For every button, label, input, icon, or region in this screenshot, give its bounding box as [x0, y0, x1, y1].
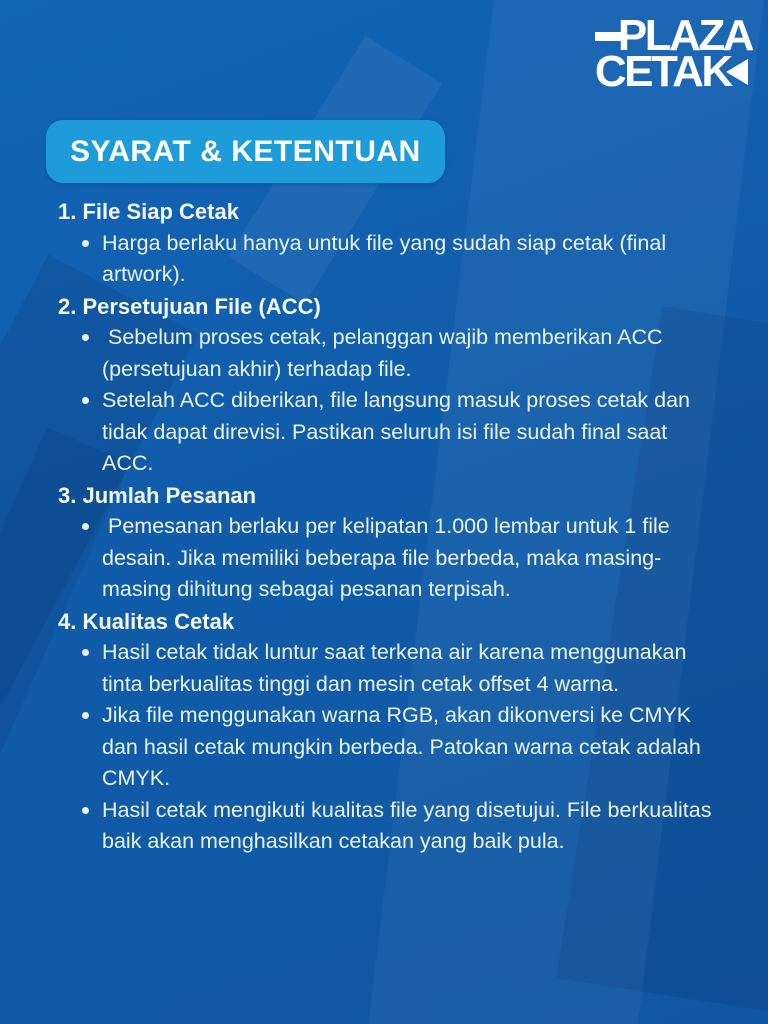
bullet-text: Pemesanan berlaku per kelipatan 1.000 lembar untuk 1 file desain. Jika memiliki beberapa file berbeda, maka masing-masing dihitung sebagai pesanan terpisah.	[102, 514, 676, 601]
section-title: 1. File Siap Cetak	[58, 199, 239, 224]
bullet-item	[58, 322, 716, 385]
logo-text-plaza: PLAZA	[617, 11, 752, 60]
plaza-cetak-logo	[594, 11, 752, 97]
terms-list	[58, 196, 716, 858]
bullet-dot-icon	[82, 334, 89, 341]
bullet-item	[58, 385, 716, 480]
page-title-badge	[46, 120, 445, 183]
bullet-dot-icon	[82, 397, 89, 404]
bullet-item	[58, 511, 716, 606]
bullet-text: Setelah ACC diberikan, file langsung masuk proses cetak dan tidak dapat direvisi. Pastikan seluruh isi file sudah final saat ACC.	[102, 388, 696, 475]
section-title: 4. Kualitas Cetak	[58, 608, 235, 634]
bullet-item	[58, 637, 716, 700]
bullet-text: Hasil cetak tidak luntur saat terkena air karena menggunakan tinta berkualitas tinggi dan mesin cetak offset 4 warna.	[102, 640, 693, 696]
bullet-text: Hasil cetak mengikuti kualitas file yang disetujui. File berkualitas baik akan menghasilkan cetakan yang baik pula.	[102, 797, 718, 853]
bullet-dot-icon	[82, 712, 89, 719]
bullet-item	[58, 228, 716, 291]
section-title: 3. Jumlah Pesanan	[58, 482, 257, 508]
bullet-item	[58, 795, 716, 858]
bullet-dot-icon	[82, 649, 89, 656]
bullet-text: Jika file menggunakan warna RGB, akan dikonversi ke CMYK dan hasil cetak mungkin berbeda. Patokan warna cetak adalah CMYK.	[102, 703, 707, 790]
bullet-text: Harga berlaku hanya untuk file yang sudah siap cetak (final artwork).	[102, 230, 673, 286]
logo-line-cetak	[594, 47, 752, 97]
bullet-text: Sebelum proses cetak, pelanggan wajib memberikan ACC (persetujuan akhir) terhadap file.	[102, 325, 669, 381]
bullet-dot-icon	[82, 523, 89, 530]
page-title: SYARAT & KETENTUAN	[70, 134, 421, 168]
bullet-dot-icon	[82, 240, 89, 247]
bullet-dot-icon	[82, 807, 89, 814]
logo-arrow-icon	[726, 59, 748, 85]
logo-text-cetak: CETAK	[594, 47, 731, 97]
section-title: 2. Persetujuan File (ACC)	[58, 293, 321, 319]
bullet-item	[58, 700, 716, 795]
